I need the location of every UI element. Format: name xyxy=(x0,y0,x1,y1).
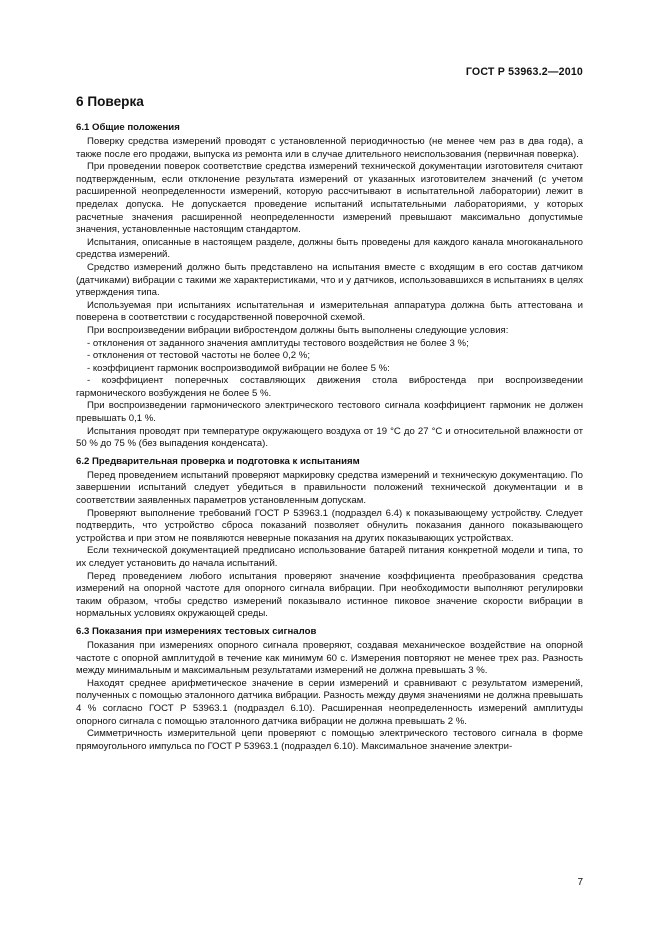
paragraph: Показания при измерениях опорного сигнала проверяют, создавая механическое воздействие на опорной частоте с опорной амплитудой в течение как минимум 60 с. Измерения повторяют не менее трех раз. Разность между минимальным и максимальным результатами измерений не должна превышать 3 %. xyxy=(76,639,583,677)
paragraph: Симметричность измерительной цепи проверяют с помощью электрического тестового сигнала в форме прямоугольного импульса по ГОСТ Р 53963.1 (подраздел 6.10). Максимальное значение электри- xyxy=(76,728,583,752)
paragraph: При воспроизведении вибрации вибростендом должны быть выполнены следующие условия: xyxy=(87,324,509,336)
list-item: - коэффициент гармоник воспроизводимой вибрации не более 5 %: xyxy=(87,362,390,374)
list-item: - коэффициент поперечных составляющих движения стола вибростенда при воспроизведении гармонического возбуждения не более 5 %. xyxy=(76,375,583,399)
list-item: - отклонения от тестовой частоты не более 0,2 %; xyxy=(87,350,310,362)
page-number: 7 xyxy=(577,877,583,888)
paragraph: Поверку средства измерений проводят с установленной периодичностью (не менее чем раз в два года), а также после его продажи, выпуска из ремонта или в случае длительного неиспользования (первичная поверка). xyxy=(76,136,583,160)
subsection-title-6-3: 6.3 Показания при измерениях тестовых сигналов xyxy=(76,625,317,637)
paragraph: Если технической документацией предписано использование батарей питания конкретной модели и типа, то их следует установить до начала испытаний. xyxy=(76,545,583,569)
paragraph: Находят среднее арифметическое значение в серии измерений и сравнивают с результатом измерений, полученных с помощью эталонного датчика вибрации. Разность между двумя значениями не должна превышать 4 % согласно ГОСТ Р 53963.1 (подраздел 6.10). Расширенная неопределенность измерений амплитуды опорного сигнала с помощью эталонного датчика вибрации не должна превышать 2 %. xyxy=(76,677,583,727)
paragraph: При проведении поверок соответствие средства измерений технической документации изготовителя считают подтвержденным, если отклонение результата измерений от указанных изготовителем значений (с учетом расширенной неопределенности измерений, которую рассчитывают в испытательной лаборатории) лежит в пределах допуска. Не допускается проведение испытаний испытательными лабораториями, у которых расчетные значения расширенной неопределенности измерений превышают максимально допустимые значения, установленные настоящим стандартом. xyxy=(76,161,583,236)
paragraph: При воспроизведении гармонического электрического тестового сигнала коэффициент гармоник не должен превышать 0,1 %. xyxy=(76,400,583,425)
document-header: ГОСТ Р 53963.2—2010 xyxy=(465,66,583,78)
page-content xyxy=(76,90,583,753)
paragraph: Используемая при испытаниях испытательная и измерительная аппаратура должна быть аттестована и поверена в соответствии с государственной поверочной схемой. xyxy=(76,299,583,324)
paragraph: Испытания проводят при температуре окружающего воздуха от 19 °С до 27 °С и относительной влажности от 50 % до 75 % (без выпадения конденсата). xyxy=(76,425,583,450)
paragraph: Средство измерений должно быть представлено на испытания вместе с входящим в его состав датчиком (датчиками) вибрации с такими же характеристиками, что и у датчиков, использовавшихся в испытаниях в целях утверждения типа. xyxy=(76,261,583,299)
paragraph: Перед проведением испытаний проверяют маркировку средства измерений и техническую документацию. По завершении испытаний следует убедиться в правильности положений технической документации и в соответствии заявленных параметров установленным допускам. xyxy=(76,469,583,507)
paragraph: Испытания, описанные в настоящем разделе, должны быть проведены для каждого канала многоканального средства измерений. xyxy=(76,236,583,261)
subsection-title-6-2: 6.2 Предварительная проверка и подготовка к испытаниям xyxy=(76,455,360,467)
list-item: - отклонения от заданного значения амплитуды тестового воздействия не более 3 %; xyxy=(87,337,469,349)
paragraph: Перед проведением любого испытания проверяют значение коэффициента преобразования средства измерений на опорной частоте для опорного сигнала вибрации. При необходимости выполняют регулировки таким образом, чтобы средство измерений показывало истинное пиковое значение скорости вибрации в нормальных условиях окружающей среды. xyxy=(76,570,583,620)
subsection-title-6-1: 6.1 Общие положения xyxy=(76,122,180,133)
section-title: 6 Поверка xyxy=(76,94,144,109)
paragraph: Проверяют выполнение требований ГОСТ Р 53963.1 (подраздел 6.4) к показывающему устройству. Следует подтвердить, что устройство сброса показаний позволяет обнулить показания данного показывающего устройства и при этом не появляются неверные показания на других показывающих устройствах. xyxy=(76,507,583,544)
